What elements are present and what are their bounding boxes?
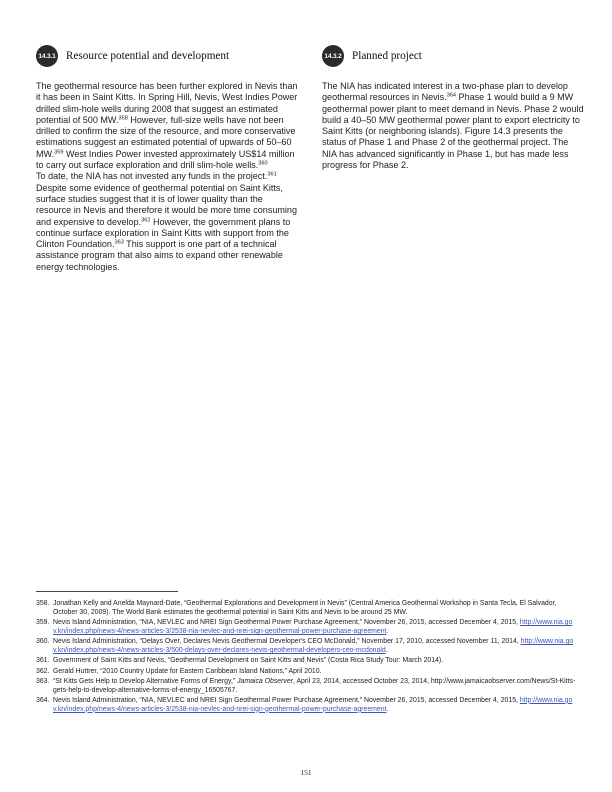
footnote [36, 678, 576, 696]
footnote-text: “St Kitts Gets Help to Develop Alternative Forms of Energy,” Jamaica Observer, April 23, 2014, accessed October 23, 2014, http://www.jamaicaobserver.com/News/St-Kitts-gets-help-to-develop-alternative-forms-of-energy_16505767. [53, 677, 576, 694]
footnote [36, 697, 576, 715]
footnote-ref[interactable]: 363 [114, 239, 124, 246]
section-heading [36, 45, 298, 67]
footnote-divider [36, 591, 178, 592]
footnote-number: 364. [36, 696, 50, 704]
paragraph: To date, the NIA has not invested any funds in the project.$^{361}$ Despite some evidence of geothermal potential on Saint Kitts, surface studies suggest that it is of lower quality than the resource in Nevis and therefore it would be more time consuming and expensive to develop.$^{362}$ However, the government plans to continue surface exploration in Saint Kitts with support from the Clinton Foundation.$^{363}$ This support is one part of a technical assistance program that also aims to expand other renewable energy technologies. [36, 171, 297, 272]
section-resource-potential [36, 45, 298, 273]
footnote-link[interactable]: http://www.nia.gov.kn/index.php/news-4/news-articles-3/2538-nia-nevlec-and-nrei-sign-geothermal-power-purchase-agreement [53, 696, 573, 713]
footnote-text: Government of Saint Kitts and Nevis, “Geothermal Development on Saint Kitts and Nevis” (Costa Rica Study Tour: March 2014). [53, 657, 444, 665]
footnote-number: 360. [36, 638, 50, 646]
paragraph: The NIA has indicated interest in a two-phase plan to develop geothermal resources in Nevis.$^{364}$ Phase 1 would build a 9 MW geothermal power plant to meet demand in Nevis. Phase 2 would build a 40–50 MW geothermal power plant to export electricity to Saint Kitts (or neighboring islands). Figure 14.3 presents the status of Phase 1 and Phase 2 of the geothermal project. The NIA has advanced significantly in Phase 1, but has made less progress for Phase 2. [322, 81, 584, 171]
section-title: Planned project [352, 50, 422, 62]
section-planned-project [322, 45, 584, 171]
footnote-ref[interactable]: 358 [118, 115, 128, 122]
footnote-text: Nevis Island Administration, “Delays Over, Declares Nevis Geothermal Developer's CEO McDonald,” November 17, 2010, accessed November 11, 2014, http://www.nia.gov.kn/index.php/news-4/news-articles-3/500-delays-over-declares-nevis-geothermal-developers-ceo-mcdonald. [53, 638, 574, 655]
publication-title: Jamaica Observer [237, 677, 293, 685]
footnote-number: 361. [36, 657, 50, 665]
footnote-text: Gerald Huttrer, “2010 Country Update for Eastern Caribbean Island Nations,” April 2010. [53, 667, 322, 675]
footnote [36, 638, 576, 656]
footnote-link[interactable]: http://www.nia.gov.kn/index.php/news-4/news-articles-3/500-delays-over-declares-nevis-geothermal-developers-ceo-mcdonald [53, 638, 574, 655]
footnote-link[interactable]: http://www.nia.gov.kn/index.php/news-4/news-articles-3/2538-nia-nevlec-and-nrei-sign-geothermal-power-purchase-agreement [53, 619, 573, 636]
footnote [36, 600, 576, 618]
footnote-number: 363. [36, 677, 50, 685]
footnote [36, 657, 576, 666]
footnote-number: 358. [36, 600, 50, 607]
footnote-ref[interactable]: 359 [54, 149, 64, 156]
footnote-text: Jonathan Kelly and Anelda Maynard-Date, “Geothermal Explorations and Development in Nevis” (Central America Geothermal Workshop in Santa Tecla, El Salvador, October 30, 2009). The World Bank estimates the geothermal potential in Saint Kitts and Nevis to be around 25 MW. [53, 600, 557, 616]
footnote-text: Nevis Island Administration, “NIA, NEVLEC and NREI Sign Geothermal Power Purchase Agreement,” November 26, 2015, accessed December 4, 2015, http://www.nia.gov.kn/index.php/news-4/news-articles-3/2538-nia-nevlec-and-nrei-sign-geothermal-power-purchase-agreement. [53, 619, 573, 636]
footnotes [36, 600, 576, 716]
footnote-ref[interactable]: 364 [446, 92, 457, 99]
footnote-text: Nevis Island Administration, “NIA, NEVLEC and NREI Sign Geothermal Power Purchase Agreement,” November 26, 2015, accessed December 4, 2015, http://www.nia.gov.kn/index.php/news-4/news-articles-3/2538-nia-nevlec-and-nrei-sign-geothermal-power-purchase-agreement. [53, 696, 573, 713]
section-title: Resource potential and development [66, 50, 230, 62]
section-body [322, 81, 584, 171]
footnote-ref[interactable]: 362 [141, 217, 151, 224]
footnote [36, 619, 576, 637]
page-number: 151 [300, 768, 312, 777]
section-number-badge: 14.3.2 [322, 45, 344, 67]
footnote-number: 359. [36, 619, 50, 627]
footnote-number: 362. [36, 667, 50, 675]
paragraph: The geothermal resource has been further explored in Nevis than it has been in Saint Kitts. In Spring Hill, Nevis, West Indies Power drilled slim-hole wells during 2008 that suggest an estimated potential of 500 MW.$^{358}$ However, full-size wells have not been drilled to confirm the size of the resource, and more conservative estimations suggest an estimated potential of upwards of 50–60 MW.$^{359}$ West Indies Power invested approximately US$14 million to carry out surface exploration and drill slim-hole wells.$^{360}$ [36, 81, 298, 171]
section-body [36, 81, 298, 273]
section-heading [322, 45, 584, 67]
footnote-ref[interactable]: 361 [267, 171, 277, 178]
section-number-badge: 14.3.1 [36, 45, 58, 67]
footnote-ref[interactable]: 360 [258, 160, 268, 167]
footnote [36, 668, 576, 677]
